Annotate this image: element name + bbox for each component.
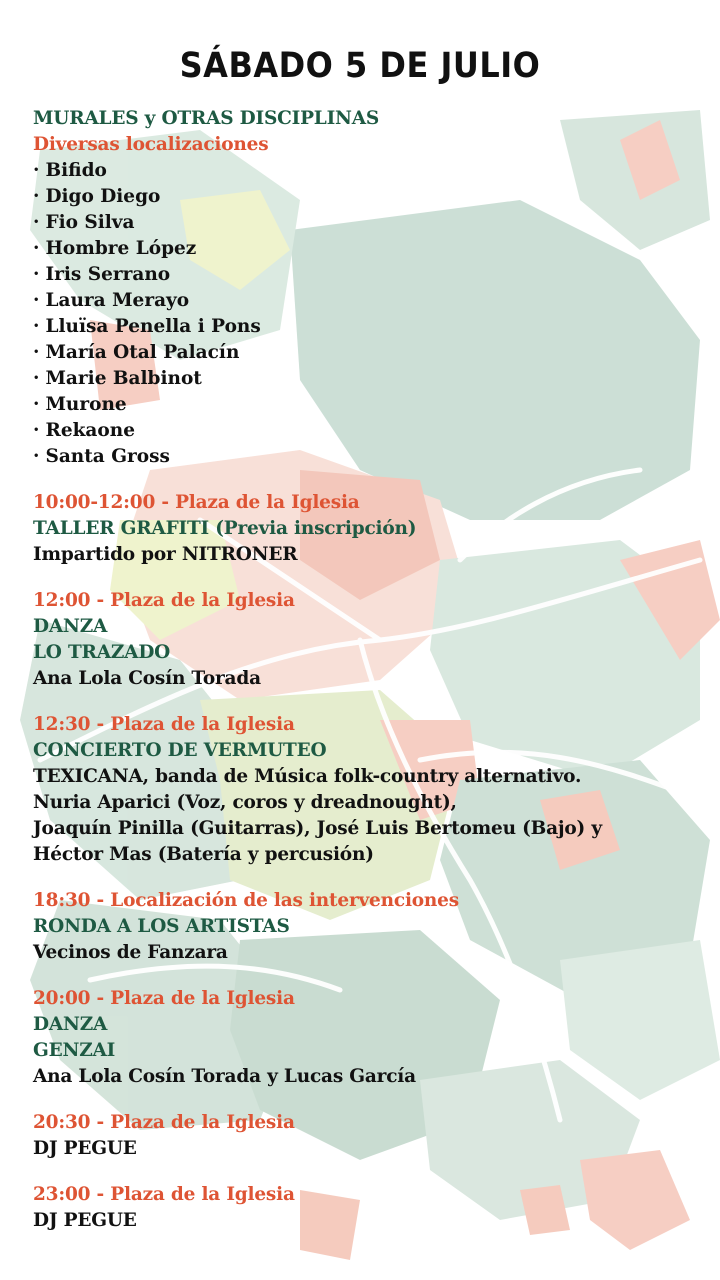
event-detail: DJ PEGUE (33, 1138, 137, 1159)
artist-list (33, 158, 713, 470)
bullet: · (33, 264, 40, 285)
bullet: · (33, 394, 40, 415)
artist-item (33, 288, 713, 314)
event-detail: Joaquín Pinilla (Guitarras), José Luis Bertomeu (Bajo) y (33, 818, 602, 839)
event-detail: DJ PEGUE (33, 1210, 137, 1231)
event-block (33, 888, 713, 966)
event-time-place: 12:00 - Plaza de la Iglesia (33, 590, 295, 611)
bullet: · (33, 238, 40, 259)
event-title: TALLER GRAFITI (Previa inscripción) (33, 518, 417, 539)
bullet: · (33, 368, 40, 389)
event-time-place: 10:00-12:00 - Plaza de la Iglesia (33, 492, 360, 513)
event-time-place: 23:00 - Plaza de la Iglesia (33, 1184, 295, 1205)
event-title: GENZAI (33, 1040, 116, 1061)
program-body (33, 106, 713, 1234)
artist-name: Santa Gross (45, 446, 170, 467)
artist-item (33, 444, 713, 470)
event-time-place: 12:30 - Plaza de la Iglesia (33, 714, 295, 735)
event-detail: Héctor Mas (Batería y percusión) (33, 844, 374, 865)
event-detail: Ana Lola Cosín Torada (33, 668, 261, 689)
page-title: SÁBADO 5 DE JULIO (179, 44, 541, 86)
bullet: · (33, 342, 40, 363)
artist-name: Laura Merayo (45, 290, 190, 311)
artist-item (33, 340, 713, 366)
section-gap (33, 1090, 713, 1110)
bullet: · (33, 446, 40, 467)
event-block (33, 1110, 713, 1162)
artist-name: Marie Balbinot (45, 368, 202, 389)
artist-item (33, 262, 713, 288)
artist-item (33, 236, 713, 262)
event-block (33, 588, 713, 692)
artist-name: Fio Silva (45, 212, 135, 233)
event-title: LO TRAZADO (33, 642, 171, 663)
murales-heading: MURALES y OTRAS DISCIPLINAS (33, 108, 380, 129)
event-time-place: 18:30 - Localización de las intervenciones (33, 890, 459, 911)
artist-name: Lluïsa Penella i Pons (45, 316, 261, 337)
artist-item (33, 210, 713, 236)
bullet: · (33, 420, 40, 441)
artist-item (33, 314, 713, 340)
event-block (33, 986, 713, 1090)
event-time-place: 20:00 - Plaza de la Iglesia (33, 988, 295, 1009)
bullet: · (33, 160, 40, 181)
event-time-place: 20:30 - Plaza de la Iglesia (33, 1112, 295, 1133)
artist-name: Bifido (45, 160, 107, 181)
event-title: CONCIERTO DE VERMUTEO (33, 740, 327, 761)
artist-item (33, 418, 713, 444)
event-block (33, 490, 713, 568)
bullet: · (33, 186, 40, 207)
section-gap (33, 966, 713, 986)
section-gap (33, 1162, 713, 1182)
section-gap (33, 470, 713, 490)
artist-name: Digo Diego (45, 186, 161, 207)
artist-name: Murone (45, 394, 127, 415)
event-detail: Vecinos de Fanzara (33, 942, 228, 963)
artist-name: Iris Serrano (45, 264, 171, 285)
section-gap (33, 868, 713, 888)
bullet: · (33, 290, 40, 311)
event-detail: TEXICANA, banda de Música folk-country alternativo. (33, 766, 582, 787)
section-gap (33, 692, 713, 712)
artist-item (33, 366, 713, 392)
event-detail: Nuria Aparici (Voz, coros y dreadnought), (33, 792, 457, 813)
event-list (33, 470, 713, 1234)
artist-item (33, 184, 713, 210)
event-title: RONDA A LOS ARTISTAS (33, 916, 290, 937)
event-title: DANZA (33, 616, 108, 637)
event-detail: Ana Lola Cosín Torada y Lucas García (33, 1066, 416, 1087)
artist-name: Hombre López (45, 238, 197, 259)
section-gap (33, 568, 713, 588)
artist-name: Rekaone (45, 420, 135, 441)
artist-name: María Otal Palacín (45, 342, 240, 363)
artist-item (33, 392, 713, 418)
event-block (33, 712, 713, 868)
murales-location: Diversas localizaciones (33, 134, 269, 155)
event-title: DANZA (33, 1014, 108, 1035)
artist-item (33, 158, 713, 184)
bullet: · (33, 316, 40, 337)
bullet: · (33, 212, 40, 233)
event-detail: Impartido por NITRONER (33, 544, 298, 565)
event-block (33, 1182, 713, 1234)
